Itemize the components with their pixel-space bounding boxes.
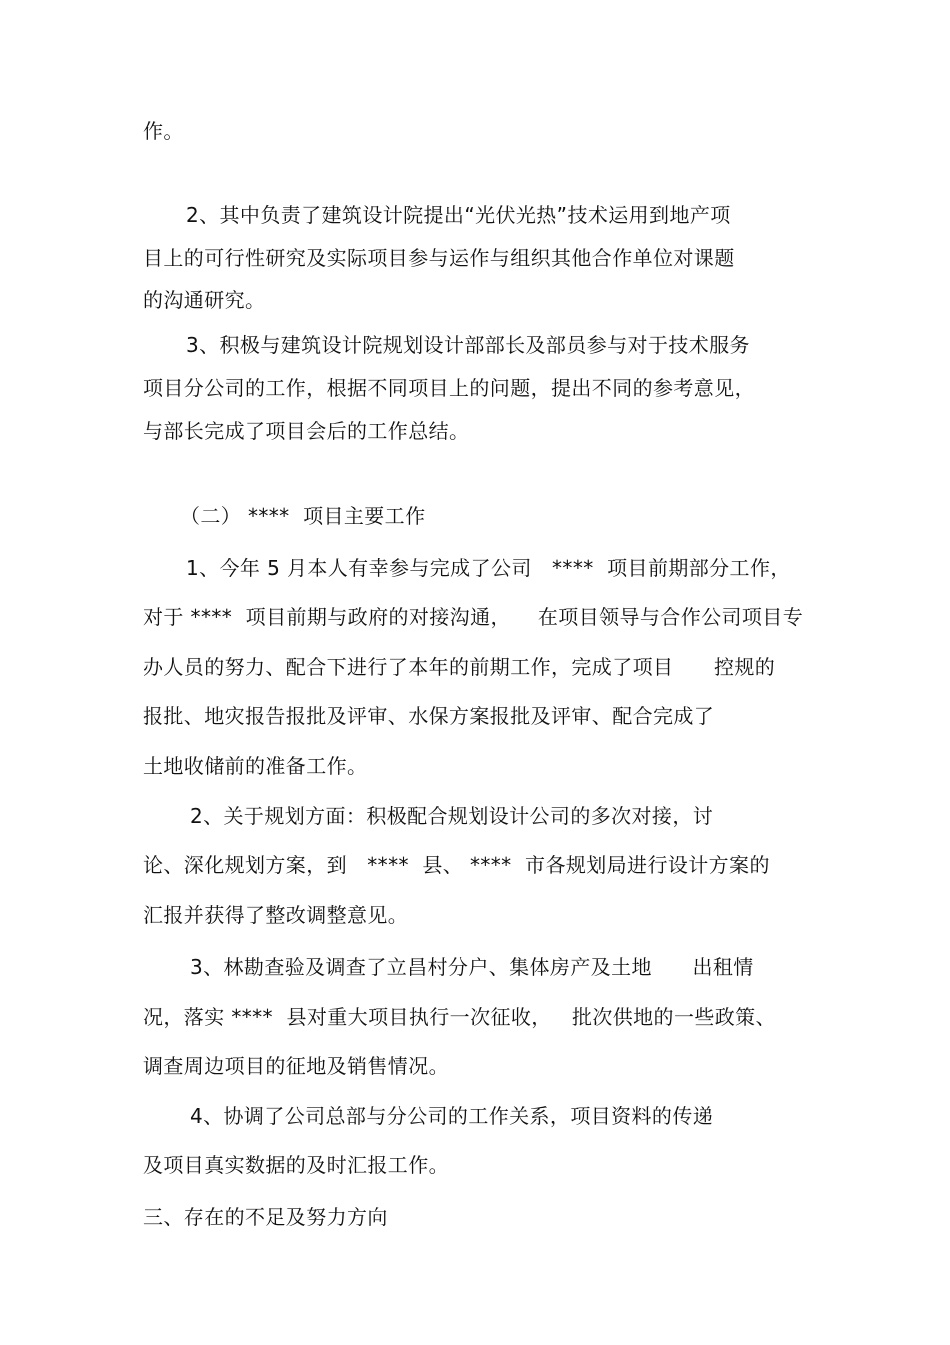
text-line: 土地收储前的准备工作。 xyxy=(143,754,368,778)
text-line: 及项目真实数据的及时汇报工作。 xyxy=(143,1153,449,1177)
text-line: 3、林勘查验及调查了立昌村分户、集体房产及土地 出租情 xyxy=(190,955,754,979)
text-line: 的沟通研究。 xyxy=(143,288,266,312)
section-heading: （二） **** 项目主要工作 xyxy=(180,504,426,528)
text-line: 2、其中负责了建筑设计院提出“光伏光热”技术运用到地产项 xyxy=(186,203,731,227)
text-line: 目上的可行性研究及实际项目参与运作与组织其他合作单位对课题 xyxy=(143,246,735,270)
text-line: 与部长完成了项目会后的工作总结。 xyxy=(143,419,470,443)
text-line: 对于 **** 项目前期与政府的对接沟通， 在项目领导与合作公司项目专 xyxy=(143,605,804,629)
text-line: 况，落实 **** 县对重大项目执行一次征收， 批次供地的一些政策、 xyxy=(143,1005,776,1029)
text-line: 调查周边项目的征地及销售情况。 xyxy=(143,1054,449,1078)
text-line: 论、深化规划方案，到 **** 县、 **** 市各规划局进行设计方案的 xyxy=(143,853,770,877)
text-line: 3、积极与建筑设计院规划设计部部长及部员参与对于技术服务 xyxy=(186,333,750,357)
text-line: 项目分公司的工作，根据不同项目上的问题，提出不同的参考意见， xyxy=(143,376,755,400)
text-line: 2、关于规划方面：积极配合规划设计公司的多次对接，讨 xyxy=(190,804,714,828)
text-line: 作。 xyxy=(143,119,184,143)
text-line: 报批、地灾报告报批及评审、水保方案报批及评审、配合完成了 xyxy=(143,704,715,728)
text-line: 办人员的努力、配合下进行了本年的前期工作，完成了项目 控规的 xyxy=(143,655,776,679)
section-heading: 三、存在的不足及努力方向 xyxy=(143,1205,388,1229)
text-line: 1、今年 5 月本人有幸参与完成了公司 **** 项目前期部分工作， xyxy=(186,556,791,580)
text-line: 汇报并获得了整改调整意见。 xyxy=(143,903,409,927)
text-line: 4、协调了公司总部与分公司的工作关系，项目资料的传递 xyxy=(190,1104,714,1128)
